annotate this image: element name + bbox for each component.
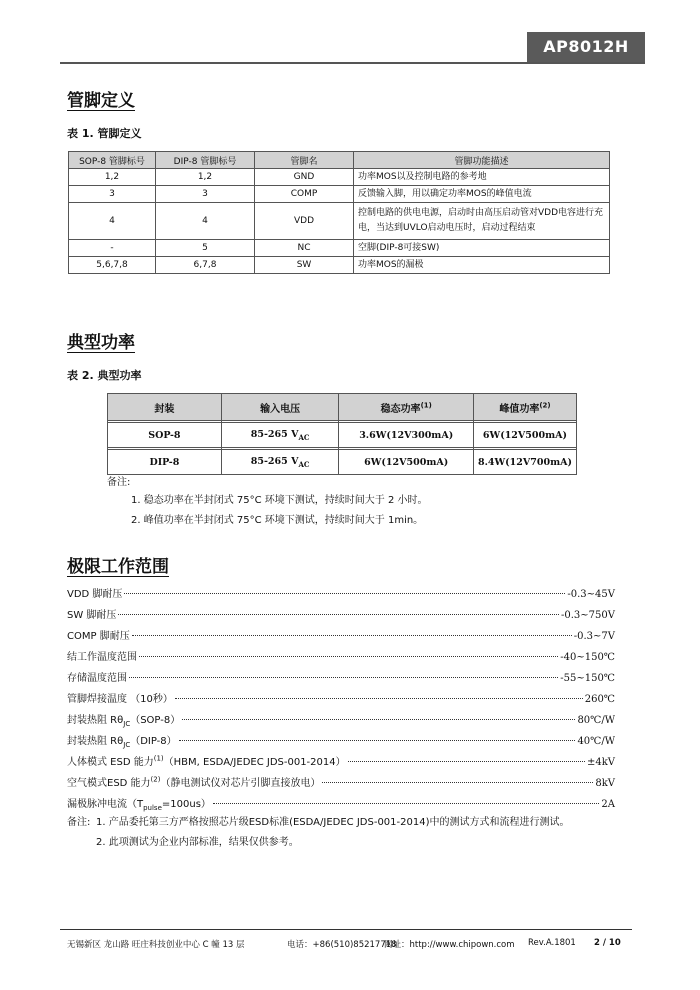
power-table-caption: 表 2. 典型功率 bbox=[67, 369, 142, 382]
label-text: 漏极脉冲电流（T bbox=[67, 799, 144, 810]
pin-section-title: 管脚定义 bbox=[67, 91, 135, 111]
rating-row bbox=[67, 585, 615, 600]
footer-rule bbox=[60, 929, 632, 930]
dot-leader bbox=[348, 761, 585, 762]
dot-leader bbox=[182, 719, 575, 720]
dot-leader bbox=[118, 614, 559, 615]
column-header: 管脚功能描述 bbox=[354, 152, 610, 169]
sop-pin: - bbox=[69, 240, 156, 257]
part-number-badge: AP8012H bbox=[527, 32, 645, 62]
dot-leader bbox=[139, 656, 558, 657]
dot-leader bbox=[322, 782, 593, 783]
label-text: 空气模式ESD 能力 bbox=[67, 778, 151, 789]
sop-pin: 1,2 bbox=[69, 169, 156, 186]
sop-pin: 4 bbox=[69, 203, 156, 240]
table-header-row bbox=[69, 152, 610, 169]
rating-row bbox=[67, 753, 615, 768]
pin-description: 功率MOS的漏极 bbox=[354, 257, 610, 274]
rating-value: -0.3~7V bbox=[573, 631, 615, 642]
sop-pin: 3 bbox=[69, 186, 156, 203]
label-sup: (2) bbox=[150, 775, 161, 784]
dip-pin: 5 bbox=[156, 240, 255, 257]
table-row bbox=[69, 169, 610, 186]
column-header: DIP-8 管脚标号 bbox=[156, 152, 255, 169]
sop-pin: 5,6,7,8 bbox=[69, 257, 156, 274]
label-text: 人体模式 ESD 能力 bbox=[67, 757, 154, 768]
steady-header-text: 稳态功率 bbox=[380, 403, 421, 415]
dip-pin: 4 bbox=[156, 203, 255, 240]
label-sub: pulse bbox=[143, 804, 162, 812]
steady-header-note: (1) bbox=[420, 401, 432, 410]
typical-power-table bbox=[107, 393, 577, 475]
column-header bbox=[473, 394, 576, 421]
rating-row bbox=[67, 606, 615, 621]
table-row bbox=[69, 186, 610, 203]
column-header: 管脚名 bbox=[255, 152, 354, 169]
dot-leader bbox=[129, 677, 558, 678]
package-cell: SOP-8 bbox=[108, 423, 222, 448]
rating-label bbox=[67, 711, 180, 728]
table-header-row bbox=[108, 394, 577, 421]
footer-revision: Rev.A.1801 bbox=[528, 938, 576, 948]
dip-pin: 6,7,8 bbox=[156, 257, 255, 274]
rating-label: 管脚焊接温度 （10秒） bbox=[67, 694, 173, 705]
label-text: 封装热阻 Rθ bbox=[67, 736, 124, 747]
label-suffix: =100us） bbox=[161, 799, 211, 810]
dip-pin: 3 bbox=[156, 186, 255, 203]
pin-name: VDD bbox=[255, 203, 354, 240]
rating-row bbox=[67, 690, 615, 705]
footer-website[interactable]: 网址：http://www.chipown.com bbox=[384, 940, 515, 950]
rating-row bbox=[67, 627, 615, 642]
peak-power-cell: 8.4W(12V700mA) bbox=[473, 450, 576, 475]
rating-value: -0.3~45V bbox=[567, 589, 615, 600]
limits-note: 2. 此项测试为企业内部标准，结果仅供参考。 bbox=[96, 837, 299, 848]
dot-leader bbox=[124, 593, 565, 594]
rating-label bbox=[67, 732, 177, 749]
column-header: 封装 bbox=[108, 394, 222, 421]
column-header: SOP-8 管脚标号 bbox=[69, 152, 156, 169]
rating-value: 80℃/W bbox=[577, 715, 615, 726]
table-row bbox=[69, 257, 610, 274]
peak-power-cell: 6W(12V500mA) bbox=[473, 423, 576, 448]
power-notes-label: 备注: bbox=[107, 477, 131, 488]
limits-section-title: 极限工作范围 bbox=[67, 557, 169, 577]
dip-pin: 1,2 bbox=[156, 169, 255, 186]
table-row bbox=[108, 450, 577, 475]
rating-label: 结工作温度范围 bbox=[67, 652, 137, 663]
voltage-text: 85-265 V bbox=[250, 428, 299, 440]
package-cell: DIP-8 bbox=[108, 450, 222, 475]
dot-leader bbox=[179, 740, 576, 741]
power-note: 1. 稳态功率在半封闭式 75°C 环境下测试，持续时间大于 2 小时。 bbox=[131, 495, 428, 506]
column-header bbox=[339, 394, 474, 421]
footer-phone: 电话：+86(510)85217718 bbox=[287, 940, 397, 950]
limits-note: 1. 产品委托第三方严格按照芯片级ESD标准(ESDA/JEDEC JDS-001-2014)中的测试方式和流程进行测试。 bbox=[96, 817, 570, 828]
rating-row bbox=[67, 732, 615, 749]
rating-value: 8kV bbox=[595, 778, 615, 789]
peak-header-text: 峰值功率 bbox=[499, 403, 540, 415]
rating-row bbox=[67, 669, 615, 684]
table-row bbox=[69, 203, 610, 240]
steady-power-cell: 6W(12V500mA) bbox=[339, 450, 474, 475]
power-section-title: 典型功率 bbox=[67, 333, 135, 353]
rating-label: COMP 脚耐压 bbox=[67, 631, 130, 642]
rating-row bbox=[67, 774, 615, 789]
rating-label: SW 脚耐压 bbox=[67, 610, 117, 621]
voltage-text: 85-265 V bbox=[250, 455, 299, 467]
page-number: 2 / 10 bbox=[594, 938, 621, 948]
voltage-sub: AC bbox=[298, 432, 310, 442]
label-suffix: （SOP-8） bbox=[130, 715, 181, 726]
rating-row bbox=[67, 711, 615, 728]
label-suffix: （静电测试仪对芯片引脚直接放电） bbox=[160, 778, 321, 789]
pin-description: 反馈输入脚，用以确定功率MOS的峰值电流 bbox=[354, 186, 610, 203]
label-suffix: （DIP-8） bbox=[130, 736, 177, 747]
limits-notes-label: 备注: bbox=[67, 817, 91, 828]
dot-leader bbox=[132, 635, 572, 636]
rating-label bbox=[67, 774, 320, 789]
label-sub: JC bbox=[123, 741, 131, 749]
peak-header-note: (2) bbox=[539, 401, 551, 410]
table-row bbox=[108, 423, 577, 448]
pin-description: 空脚(DIP-8可接SW) bbox=[354, 240, 610, 257]
rating-row bbox=[67, 795, 615, 812]
rating-value: -0.3~750V bbox=[561, 610, 615, 621]
dot-leader bbox=[213, 803, 600, 804]
label-sub: JC bbox=[123, 720, 131, 728]
pin-name: COMP bbox=[255, 186, 354, 203]
label-sup: (1) bbox=[153, 754, 164, 763]
rating-value: 260℃ bbox=[584, 694, 615, 705]
rating-label: VDD 脚耐压 bbox=[67, 589, 123, 600]
table-row bbox=[69, 240, 610, 257]
voltage-cell bbox=[221, 450, 339, 475]
footer-address: 无锡新区 龙山路 旺庄科技创业中心 C 幢 13 层 bbox=[67, 940, 245, 950]
voltage-cell bbox=[221, 423, 339, 448]
label-text: 封装热阻 Rθ bbox=[67, 715, 124, 726]
rating-label bbox=[67, 795, 211, 812]
pin-name: SW bbox=[255, 257, 354, 274]
pin-definition-table bbox=[68, 151, 610, 274]
power-note: 2. 峰值功率在半封闭式 75°C 环境下测试，持续时间大于 1min。 bbox=[131, 515, 424, 526]
voltage-sub: AC bbox=[298, 459, 310, 469]
pin-description: 功率MOS以及控制电路的参考地 bbox=[354, 169, 610, 186]
dot-leader bbox=[175, 698, 583, 699]
rating-label: 存储温度范围 bbox=[67, 673, 127, 684]
pin-description: 控制电路的供电电源，启动时由高压启动管对VDD电容进行充电，当达到UVLO启动电压时，启动过程结束 bbox=[354, 203, 610, 240]
rating-value: -55~150℃ bbox=[560, 673, 615, 684]
label-suffix: （HBM, ESDA/JEDEC JDS-001-2014） bbox=[163, 757, 346, 768]
rating-value: ±4kV bbox=[586, 757, 615, 768]
pin-name: NC bbox=[255, 240, 354, 257]
header-rule bbox=[60, 62, 645, 64]
rating-row bbox=[67, 648, 615, 663]
pin-name: GND bbox=[255, 169, 354, 186]
rating-value: 2A bbox=[601, 799, 615, 810]
rating-label bbox=[67, 753, 346, 768]
pin-table-caption: 表 1. 管脚定义 bbox=[67, 127, 142, 140]
rating-value: -40~150℃ bbox=[560, 652, 615, 663]
column-header: 输入电压 bbox=[221, 394, 339, 421]
steady-power-cell: 3.6W(12V300mA) bbox=[339, 423, 474, 448]
rating-value: 40℃/W bbox=[577, 736, 615, 747]
